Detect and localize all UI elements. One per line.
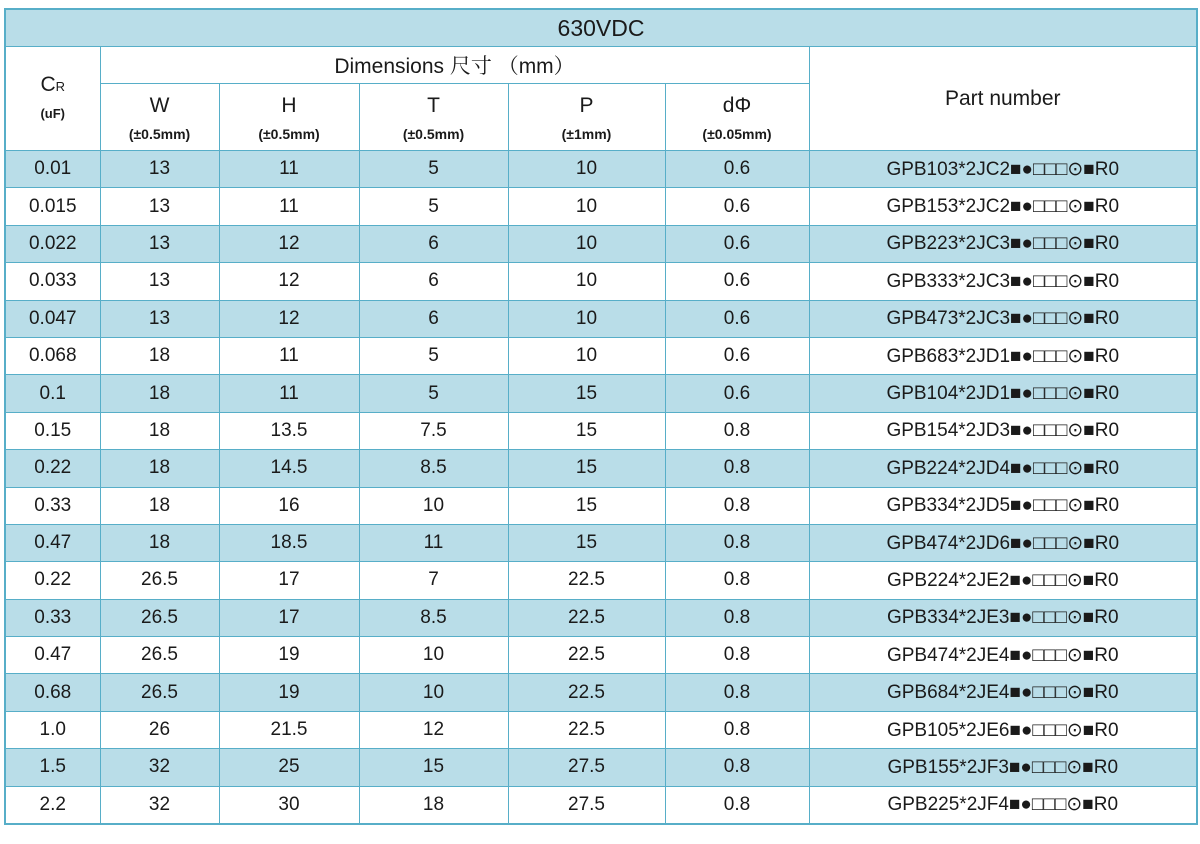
- table-row: [5, 151, 1197, 188]
- cell-h: 19: [219, 674, 359, 711]
- table-row: [5, 263, 1197, 300]
- cell-h: 19: [219, 637, 359, 674]
- table-row: [5, 524, 1197, 561]
- cell-cr: 0.022: [5, 225, 100, 262]
- cell-p: 10: [508, 300, 665, 337]
- cell-t: 5: [359, 375, 508, 412]
- col-header-w: [100, 84, 219, 151]
- cell-part-number: GPB334*2JE3■●□□□⊙■R0: [809, 599, 1197, 636]
- cell-p: 10: [508, 188, 665, 225]
- cell-part-number: GPB224*2JE2■●□□□⊙■R0: [809, 562, 1197, 599]
- cell-cr: 1.0: [5, 711, 100, 748]
- cell-cr: 1.5: [5, 749, 100, 786]
- cell-d: 0.8: [665, 749, 809, 786]
- cr-label: C: [40, 73, 56, 97]
- cell-h: 12: [219, 263, 359, 300]
- cell-d: 0.6: [665, 375, 809, 412]
- cell-p: 10: [508, 337, 665, 374]
- table-row: [5, 599, 1197, 636]
- table-row: [5, 225, 1197, 262]
- col-tolerance-h: (±0.5mm): [258, 125, 320, 142]
- cell-d: 0.8: [665, 711, 809, 748]
- cell-w: 18: [100, 524, 219, 561]
- cell-w: 26.5: [100, 637, 219, 674]
- cell-h: 17: [219, 599, 359, 636]
- part-number-header: Part number: [809, 47, 1197, 151]
- cell-cr: 0.068: [5, 337, 100, 374]
- cell-h: 21.5: [219, 711, 359, 748]
- cell-d: 0.6: [665, 188, 809, 225]
- cell-p: 15: [508, 450, 665, 487]
- col-header-t: [359, 84, 508, 151]
- cell-w: 32: [100, 786, 219, 824]
- cell-p: 27.5: [508, 749, 665, 786]
- cell-t: 8.5: [359, 599, 508, 636]
- table-row: [5, 337, 1197, 374]
- cell-t: 5: [359, 188, 508, 225]
- capacitance-header: [5, 47, 100, 151]
- col-tolerance-d: (±0.05mm): [702, 125, 772, 142]
- cell-cr: 0.33: [5, 599, 100, 636]
- cr-unit: (uF): [40, 105, 66, 121]
- cell-w: 13: [100, 188, 219, 225]
- cell-part-number: GPB155*2JF3■●□□□⊙■R0: [809, 749, 1197, 786]
- cell-p: 10: [508, 263, 665, 300]
- cell-p: 15: [508, 487, 665, 524]
- cell-h: 18.5: [219, 524, 359, 561]
- cell-d: 0.8: [665, 412, 809, 449]
- cell-h: 14.5: [219, 450, 359, 487]
- cell-d: 0.8: [665, 786, 809, 824]
- cell-h: 25: [219, 749, 359, 786]
- cell-w: 32: [100, 749, 219, 786]
- col-name-d: dΦ: [722, 94, 752, 117]
- table-row: [5, 412, 1197, 449]
- cell-part-number: GPB684*2JE4■●□□□⊙■R0: [809, 674, 1197, 711]
- cell-h: 16: [219, 487, 359, 524]
- cell-part-number: GPB103*2JC2■●□□□⊙■R0: [809, 151, 1197, 188]
- cell-d: 0.8: [665, 487, 809, 524]
- cell-h: 11: [219, 188, 359, 225]
- col-name-w: W: [149, 94, 170, 117]
- cr-subscript: R: [55, 79, 66, 95]
- cell-d: 0.8: [665, 674, 809, 711]
- cell-w: 26: [100, 711, 219, 748]
- cell-h: 12: [219, 300, 359, 337]
- cell-d: 0.6: [665, 225, 809, 262]
- cell-w: 13: [100, 300, 219, 337]
- cell-t: 5: [359, 337, 508, 374]
- cell-t: 5: [359, 151, 508, 188]
- cell-w: 18: [100, 337, 219, 374]
- cell-d: 0.8: [665, 524, 809, 561]
- cell-w: 26.5: [100, 674, 219, 711]
- cell-t: 6: [359, 263, 508, 300]
- table-row: [5, 375, 1197, 412]
- cell-p: 10: [508, 225, 665, 262]
- cell-p: 27.5: [508, 786, 665, 824]
- cell-h: 11: [219, 337, 359, 374]
- table-row: [5, 188, 1197, 225]
- table-row: [5, 749, 1197, 786]
- cell-h: 11: [219, 375, 359, 412]
- cell-w: 18: [100, 375, 219, 412]
- cell-part-number: GPB224*2JD4■●□□□⊙■R0: [809, 450, 1197, 487]
- cell-t: 18: [359, 786, 508, 824]
- cell-part-number: GPB104*2JD1■●□□□⊙■R0: [809, 375, 1197, 412]
- cell-w: 13: [100, 225, 219, 262]
- cell-h: 13.5: [219, 412, 359, 449]
- cell-t: 10: [359, 674, 508, 711]
- cell-cr: 0.33: [5, 487, 100, 524]
- cell-w: 13: [100, 151, 219, 188]
- cell-t: 11: [359, 524, 508, 561]
- cell-h: 30: [219, 786, 359, 824]
- cell-part-number: GPB223*2JC3■●□□□⊙■R0: [809, 225, 1197, 262]
- cell-w: 26.5: [100, 599, 219, 636]
- cell-cr: 0.47: [5, 524, 100, 561]
- cell-cr: 0.015: [5, 188, 100, 225]
- cell-part-number: GPB154*2JD3■●□□□⊙■R0: [809, 412, 1197, 449]
- cell-cr: 0.15: [5, 412, 100, 449]
- cell-part-number: GPB473*2JC3■●□□□⊙■R0: [809, 300, 1197, 337]
- col-name-h: H: [281, 94, 297, 117]
- cell-p: 15: [508, 412, 665, 449]
- cell-cr: 0.22: [5, 450, 100, 487]
- cell-cr: 0.047: [5, 300, 100, 337]
- cell-t: 8.5: [359, 450, 508, 487]
- table-row: [5, 487, 1197, 524]
- col-name-p: P: [579, 94, 594, 117]
- cell-d: 0.8: [665, 637, 809, 674]
- spec-table: [4, 8, 1198, 825]
- cell-w: 13: [100, 263, 219, 300]
- col-tolerance-w: (±0.5mm): [128, 125, 191, 142]
- cell-w: 26.5: [100, 562, 219, 599]
- table-row: [5, 300, 1197, 337]
- cell-w: 18: [100, 487, 219, 524]
- cell-part-number: GPB333*2JC3■●□□□⊙■R0: [809, 263, 1197, 300]
- col-name-t: T: [427, 94, 440, 117]
- table-row: [5, 711, 1197, 748]
- cell-h: 11: [219, 151, 359, 188]
- table-title: 630VDC: [5, 9, 1197, 47]
- cell-part-number: GPB334*2JD5■●□□□⊙■R0: [809, 487, 1197, 524]
- cell-cr: 0.01: [5, 151, 100, 188]
- col-tolerance-t: (±0.5mm): [402, 125, 465, 142]
- table-row: [5, 637, 1197, 674]
- table-row: [5, 450, 1197, 487]
- table-row: [5, 786, 1197, 824]
- cell-t: 15: [359, 749, 508, 786]
- cell-d: 0.6: [665, 151, 809, 188]
- cell-p: 22.5: [508, 599, 665, 636]
- cell-d: 0.6: [665, 300, 809, 337]
- cell-d: 0.6: [665, 263, 809, 300]
- cell-w: 18: [100, 450, 219, 487]
- cell-p: 10: [508, 151, 665, 188]
- cell-t: 10: [359, 637, 508, 674]
- cell-t: 12: [359, 711, 508, 748]
- cell-cr: 0.47: [5, 637, 100, 674]
- cell-part-number: GPB225*2JF4■●□□□⊙■R0: [809, 786, 1197, 824]
- cell-h: 12: [219, 225, 359, 262]
- cell-w: 18: [100, 412, 219, 449]
- cell-part-number: GPB105*2JE6■●□□□⊙■R0: [809, 711, 1197, 748]
- cell-h: 17: [219, 562, 359, 599]
- cell-p: 15: [508, 375, 665, 412]
- cell-d: 0.8: [665, 450, 809, 487]
- cell-d: 0.8: [665, 599, 809, 636]
- cell-cr: 0.033: [5, 263, 100, 300]
- dimensions-header: Dimensions 尺寸 （mm）: [100, 47, 809, 84]
- cell-t: 6: [359, 300, 508, 337]
- cell-part-number: GPB474*2JE4■●□□□⊙■R0: [809, 637, 1197, 674]
- table-row: [5, 562, 1197, 599]
- cell-p: 22.5: [508, 674, 665, 711]
- cell-cr: 2.2: [5, 786, 100, 824]
- cell-part-number: GPB683*2JD1■●□□□⊙■R0: [809, 337, 1197, 374]
- cell-p: 22.5: [508, 711, 665, 748]
- cell-cr: 0.22: [5, 562, 100, 599]
- col-header-p: [508, 84, 665, 151]
- cell-p: 22.5: [508, 637, 665, 674]
- cell-t: 7: [359, 562, 508, 599]
- cell-p: 15: [508, 524, 665, 561]
- cell-d: 0.8: [665, 562, 809, 599]
- cell-part-number: GPB153*2JC2■●□□□⊙■R0: [809, 188, 1197, 225]
- cell-cr: 0.68: [5, 674, 100, 711]
- col-header-d: [665, 84, 809, 151]
- cell-cr: 0.1: [5, 375, 100, 412]
- cell-part-number: GPB474*2JD6■●□□□⊙■R0: [809, 524, 1197, 561]
- cell-d: 0.6: [665, 337, 809, 374]
- table-row: [5, 674, 1197, 711]
- cell-t: 6: [359, 225, 508, 262]
- col-tolerance-p: (±1mm): [561, 125, 612, 142]
- col-header-h: [219, 84, 359, 151]
- cell-t: 7.5: [359, 412, 508, 449]
- cell-t: 10: [359, 487, 508, 524]
- cell-p: 22.5: [508, 562, 665, 599]
